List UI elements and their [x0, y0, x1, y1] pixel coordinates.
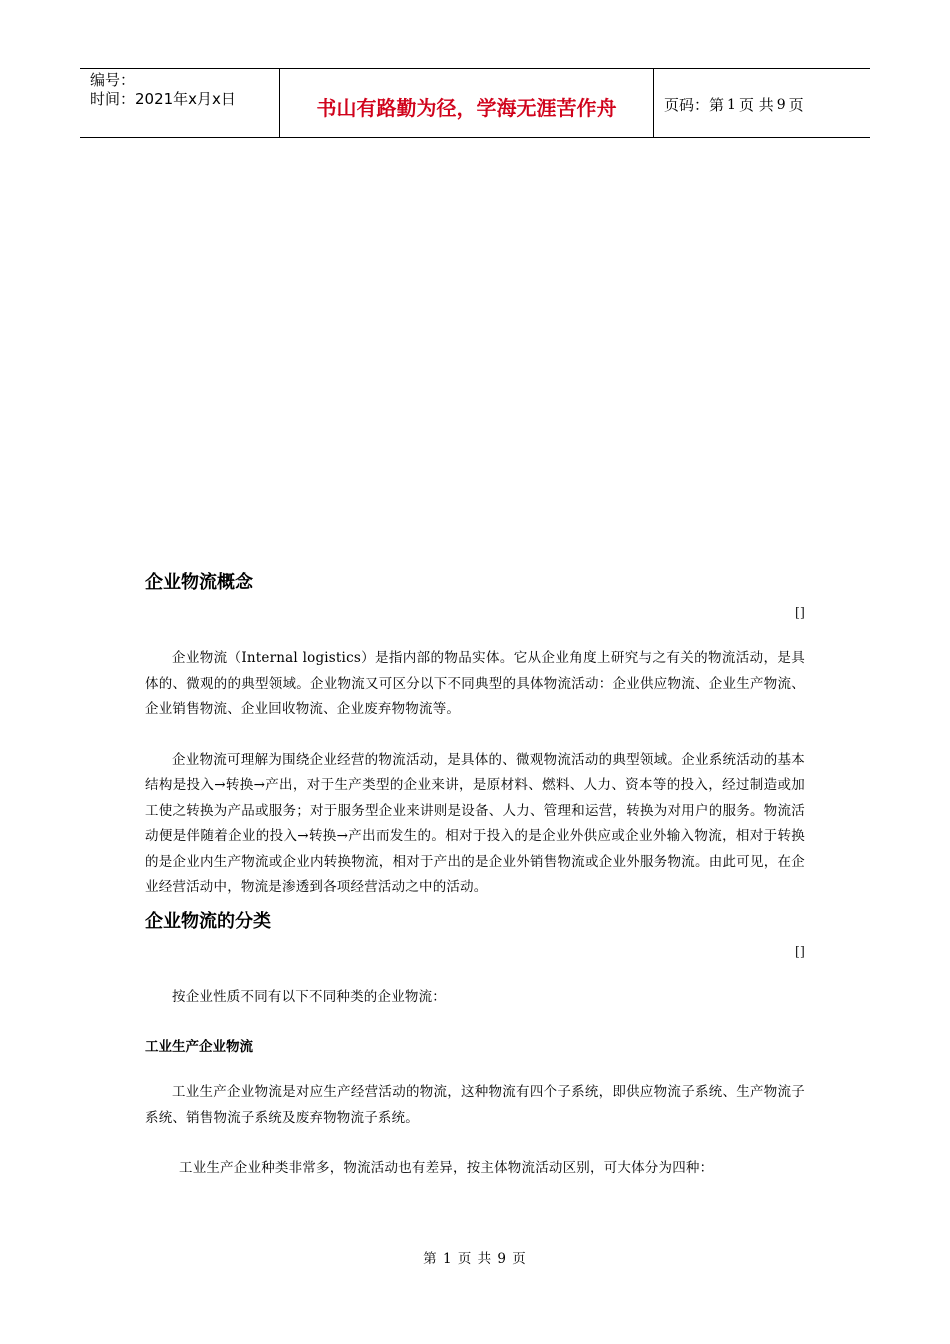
paragraph: 工业生产企业种类非常多，物流活动也有差异，按主体物流活动区别，可大体分为四种：	[179, 1160, 714, 1176]
header-page-info	[654, 69, 870, 137]
page-total: 9	[776, 96, 786, 113]
section-title-concept: 企业物流概念	[145, 572, 253, 593]
paragraph: 企业物流（Internal logistics）是指内部的物品实体。它从企业角度上研究与之有关的物流活动，是具体的、微观的的典型领域。企业物流又可区分以下不同典型的具体物流活动：企业供应物流、企业生产物流、企业销售物流、企业回收物流、企业废弃物物流等。	[145, 650, 805, 717]
paragraph: 工业生产企业物流是对应生产经营活动的物流，这种物流有四个子系统，即供应物流子系统、生产物流子系统、销售物流子系统及废弃物物流子系统。	[145, 1084, 805, 1126]
paragraph: 按企业性质不同有以下不同种类的企业物流：	[172, 988, 446, 1005]
page-footer: 第 1 页 共 9 页	[423, 1251, 527, 1267]
section-mark: []	[794, 944, 805, 960]
time-label: 时间：2021年x月x日	[90, 90, 236, 108]
page-mid: 页 共	[738, 96, 774, 114]
page-prefix: 页码：第	[664, 96, 725, 114]
header-meta	[80, 69, 280, 137]
paragraph: 企业物流可理解为围绕企业经营的物流活动，是具体的、微观物流活动的典型领域。企业系统活动的基本结构是投入→转换→产出，对于生产类型的企业来讲，是原材料、燃料、人力、资本等的投入，经过制造或加工使之转换为产品或服务；对于服务型企业来讲则是设备、人力、管理和运营，转换为对用户的服务。物流活动便是伴随着企业的投入→转换→产出而发生的。相对于投入的是企业外供应或企业外输入物流，相对于转换的是企业内生产物流或企业内转换物流，相对于产出的是企业外销售物流或企业外服务物流。由此可见，在企业经营活动中，物流是渗透到各项经营活动之中的活动。	[145, 751, 805, 895]
subsection-title-industrial: 工业生产企业物流	[145, 1039, 253, 1055]
header-motto: 书山有路勤为径，学海无涯苦作舟	[280, 69, 654, 137]
page-suffix: 页	[788, 96, 804, 114]
page-current: 1	[727, 96, 736, 113]
section-title-classification: 企业物流的分类	[145, 910, 271, 932]
page-header	[80, 68, 870, 138]
document-body	[145, 568, 805, 1182]
number-label: 编号：	[90, 71, 136, 89]
section-mark: []	[794, 606, 805, 621]
